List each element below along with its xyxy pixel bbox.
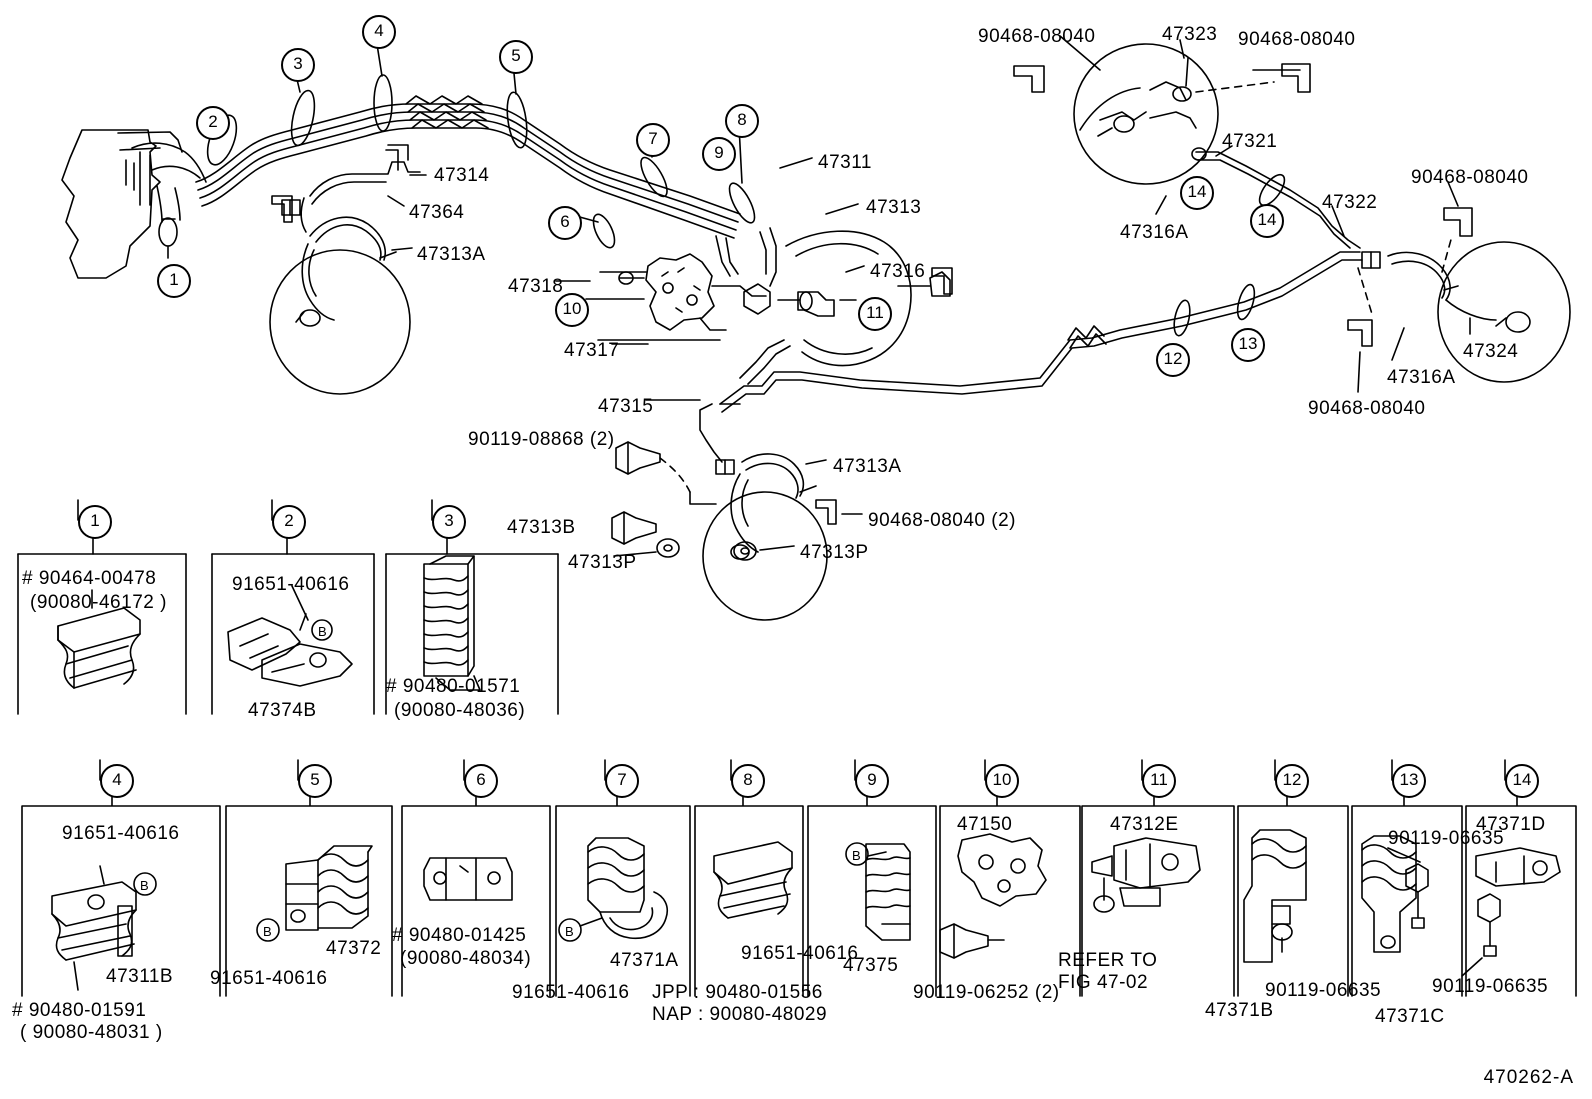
legend-7-caption-4: NAP : 90080-48029: [652, 1004, 828, 1025]
legend-4-part-top: 91651-40616: [62, 823, 180, 844]
callout-11: 11: [858, 297, 892, 331]
part-label-90468-08040-top-right: 90468-08040: [1238, 29, 1356, 50]
part-label-47318: 47318: [508, 276, 564, 297]
legend-3-part-line1: # 90480-01571: [386, 676, 521, 697]
callout-5: 5: [499, 40, 533, 74]
svg-text:B: B: [140, 878, 149, 893]
part-label-47321: 47321: [1222, 131, 1278, 152]
part-label-90468-08040-right: 90468-08040: [1411, 167, 1529, 188]
legend-2-caption: 47374B: [248, 700, 317, 721]
legend-4-caption-2: # 90480-01591: [12, 1000, 147, 1021]
legend-11-caption-1: REFER TO: [1058, 950, 1158, 971]
part-label-47313P-left: 47313P: [568, 552, 637, 573]
callout-14: 14: [1180, 176, 1214, 210]
legend-6-caption-2: (90080-48034): [400, 948, 532, 969]
legend-callout-5: 5: [298, 764, 332, 798]
legend-7-caption-1: 47371A: [610, 950, 679, 971]
legend-7-caption-2: 91651-40616: [512, 982, 630, 1003]
legend-callout-12: 12: [1275, 764, 1309, 798]
callout-1: 1: [157, 264, 191, 298]
part-label-47317: 47317: [564, 340, 620, 361]
part-label-47316A-right: 47316A: [1387, 367, 1456, 388]
svg-text:B: B: [263, 924, 272, 939]
callout-10: 10: [555, 293, 589, 327]
part-label-90468-08040-qty2: 90468-08040 (2): [868, 510, 1016, 531]
legend-7-caption-3: JPP : 90480-01556: [652, 982, 823, 1003]
legend-callout-10: 10: [985, 764, 1019, 798]
legend-callout-14: 14: [1505, 764, 1539, 798]
part-label-47322: 47322: [1322, 192, 1378, 213]
legend-callout-9: 9: [855, 764, 889, 798]
legend-10-caption-1: 90119-06252 (2): [913, 982, 1060, 1003]
legend-callout-7: 7: [605, 764, 639, 798]
legend-1-part-line2: (90080-46172 ): [30, 592, 167, 613]
callout-14-second: 14: [1250, 204, 1284, 238]
legend-callout-6: 6: [464, 764, 498, 798]
callout-9: 9: [702, 137, 736, 171]
legend-callout-13: 13: [1392, 764, 1426, 798]
part-label-47323: 47323: [1162, 24, 1218, 45]
callout-8: 8: [725, 104, 759, 138]
callout-4: 4: [362, 15, 396, 49]
legend-2-part-line1: 91651-40616: [232, 574, 350, 595]
legend-14-caption-1: 90119-06635: [1432, 976, 1549, 997]
legend-callout-2: 2: [272, 505, 306, 539]
legend-4-caption-3: ( 90080-48031 ): [20, 1022, 163, 1043]
part-label-47313B: 47313B: [507, 517, 576, 538]
legend-11-part-top: 47312E: [1110, 814, 1179, 835]
legend-12-caption-1: 90119-06635: [1265, 980, 1382, 1001]
part-label-47324: 47324: [1463, 341, 1519, 362]
legend-1-part-line1: # 90464-00478: [22, 568, 157, 589]
part-label-47311: 47311: [818, 152, 872, 173]
part-label-47315: 47315: [598, 396, 654, 417]
legend-callout-4: 4: [100, 764, 134, 798]
legend-9-caption-1: 47375: [843, 955, 899, 976]
part-label-90119-08868: 90119-08868 (2): [468, 429, 615, 450]
callout-3: 3: [281, 48, 315, 82]
legend-8-caption-1: 91651-40616: [741, 943, 859, 964]
part-label-90468-08040-top-left: 90468-08040: [978, 26, 1096, 47]
legend-5-caption-2: 91651-40616: [210, 968, 328, 989]
legend-callout-11: 11: [1142, 764, 1176, 798]
callout-2: 2: [196, 106, 230, 140]
part-label-47314: 47314: [434, 165, 490, 186]
part-label-47313A-rear: 47313A: [833, 456, 902, 477]
part-label-47313: 47313: [866, 197, 922, 218]
legend-13-caption-1: 90119-06635: [1388, 828, 1505, 849]
part-label-47313A-left: 47313A: [417, 244, 486, 265]
callout-13: 13: [1231, 328, 1265, 362]
legend-4-caption-1: 47311B: [106, 966, 174, 987]
legend-12-caption-2: 47371B: [1205, 1000, 1274, 1021]
legend-6-caption-1: # 90480-01425: [392, 925, 527, 946]
callout-12: 12: [1156, 343, 1190, 377]
part-label-47316A-left: 47316A: [1120, 222, 1189, 243]
part-label-90468-08040-bottom-right: 90468-08040: [1308, 398, 1426, 419]
legend-callout-8: 8: [731, 764, 765, 798]
legend-callout-3: 3: [432, 505, 466, 539]
svg-text:B: B: [565, 924, 574, 939]
legend-10-part-top: 47150: [957, 814, 1013, 835]
part-label-47313P-right: 47313P: [800, 542, 869, 563]
legend-13-caption-2: 47371C: [1375, 1006, 1445, 1027]
legend-14-part-top: 47371D: [1476, 814, 1546, 835]
callout-7: 7: [636, 123, 670, 157]
part-label-47316: 47316: [870, 261, 926, 282]
svg-text:B: B: [318, 624, 327, 639]
callout-6: 6: [548, 206, 582, 240]
legend-3-part-line2: (90080-48036): [394, 700, 526, 721]
svg-text:B: B: [852, 848, 861, 863]
legend-5-caption-1: 47372: [326, 938, 382, 959]
diagram-footer-code: 470262-A: [1483, 1067, 1574, 1088]
legend-11-caption-2: FIG 47-02: [1058, 972, 1149, 993]
part-label-47364: 47364: [409, 202, 465, 223]
legend-callout-1: 1: [78, 505, 112, 539]
